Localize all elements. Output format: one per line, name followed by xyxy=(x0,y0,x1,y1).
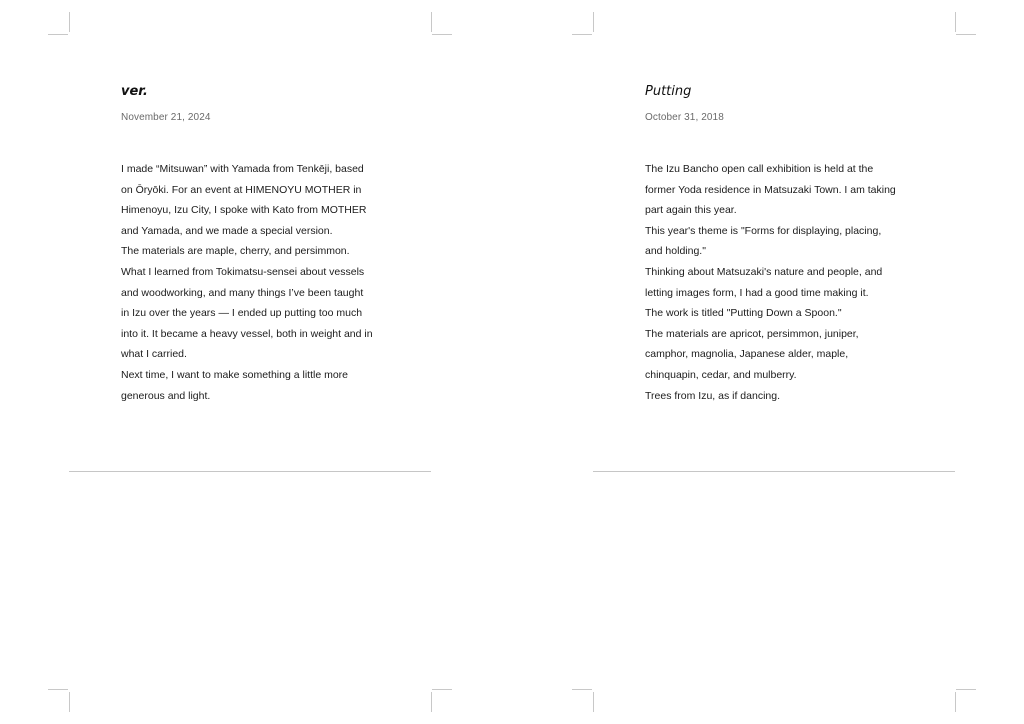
entry-panel-ver xyxy=(69,0,431,724)
body-line: and holding." xyxy=(645,245,706,258)
body-line: what I carried. xyxy=(121,348,187,361)
crop-mark xyxy=(572,34,592,35)
crop-mark xyxy=(955,12,956,32)
crop-mark xyxy=(431,12,432,32)
body-line: in Izu over the years — I ended up putting too much xyxy=(121,307,363,320)
entry-panel-putting xyxy=(593,0,955,724)
body-line: letting images form, I had a good time making it. xyxy=(645,286,869,299)
crop-mark xyxy=(955,692,956,712)
divider-line xyxy=(593,471,955,472)
divider-line xyxy=(69,471,431,472)
body-line: chinquapin, cedar, and mulberry. xyxy=(645,368,797,381)
body-line: What I learned from Tokimatsu-sensei about vessels xyxy=(121,265,365,278)
crop-mark xyxy=(432,34,452,35)
crop-mark xyxy=(572,689,592,690)
body-line: camphor, magnolia, Japanese alder, maple, xyxy=(645,348,849,361)
crop-mark xyxy=(956,689,976,690)
entry-date: November 21, 2024 xyxy=(121,112,211,123)
crop-mark xyxy=(432,689,452,690)
body-line: into it. It became a heavy vessel, both in weight and in xyxy=(121,327,373,340)
entry-title[interactable]: Putting xyxy=(645,84,692,99)
entry-title[interactable]: ver. xyxy=(121,84,148,99)
body-line: I made “Mitsuwan” with Yamada from Tenkēji, based xyxy=(121,163,364,175)
body-line: The work is titled "Putting Down a Spoon." xyxy=(645,307,842,320)
body-line: generous and light. xyxy=(121,389,211,402)
body-line: The materials are maple, cherry, and persimmon. xyxy=(121,245,350,258)
crop-mark xyxy=(48,34,68,35)
body-line: Next time, I want to make something a little more xyxy=(121,368,349,381)
body-line: This year's theme is "Forms for displaying, placing, xyxy=(645,224,882,237)
entry-body xyxy=(121,159,421,406)
crop-mark xyxy=(431,692,432,712)
crop-mark xyxy=(48,689,68,690)
body-line: on Ōryōki. For an event at HIMENOYU MOTHER in xyxy=(121,183,362,196)
body-line: The materials are apricot, persimmon, juniper, xyxy=(645,327,859,340)
body-line: Trees from Izu, as if dancing. xyxy=(645,389,780,402)
body-line: part again this year. xyxy=(645,204,737,217)
body-line: Thinking about Matsuzaki's nature and people, and xyxy=(645,265,883,278)
body-line: former Yoda residence in Matsuzaki Town. I am taking xyxy=(645,183,896,196)
entry-body xyxy=(645,159,945,406)
body-line: and Yamada, and we made a special version. xyxy=(121,224,333,237)
crop-mark xyxy=(956,34,976,35)
body-line: and woodworking, and many things I’ve been taught xyxy=(121,286,364,299)
body-line: The Izu Bancho open call exhibition is held at the xyxy=(645,163,874,175)
body-line: Himenoyu, Izu City, I spoke with Kato from MOTHER xyxy=(121,204,367,217)
entry-date: October 31, 2018 xyxy=(645,112,724,123)
